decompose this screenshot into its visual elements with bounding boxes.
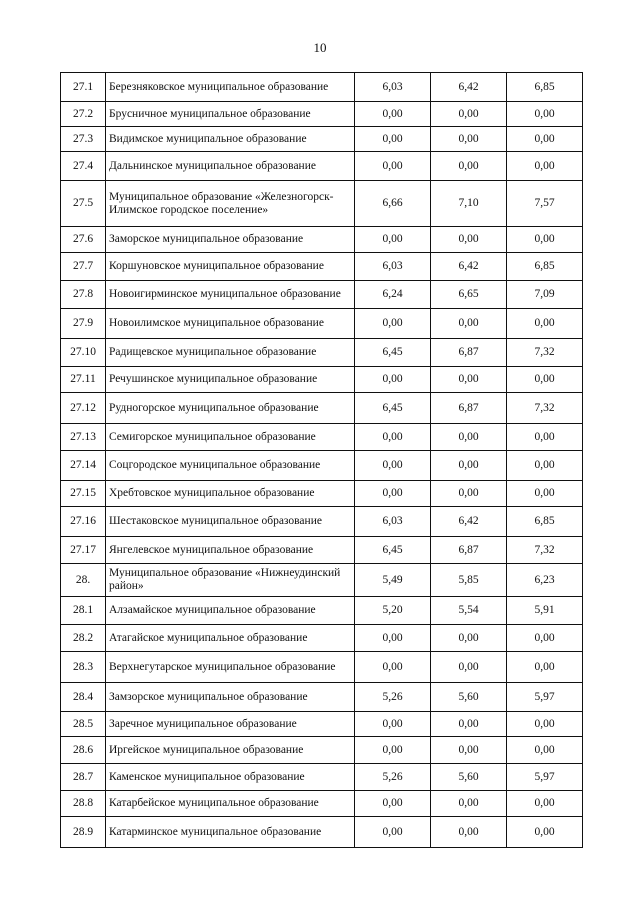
row-number-cell: 28.6 xyxy=(61,737,106,764)
value-cell-2: 6,42 xyxy=(431,507,507,537)
value-cell-3: 7,32 xyxy=(507,339,583,367)
value-cell-1: 6,03 xyxy=(355,73,431,102)
table-row xyxy=(61,481,583,507)
value-cell-3: 0,00 xyxy=(507,152,583,181)
value-cell-1: 6,45 xyxy=(355,537,431,564)
value-cell-2: 0,00 xyxy=(431,102,507,127)
table-row xyxy=(61,281,583,309)
value-cell-2: 0,00 xyxy=(431,127,507,152)
table-row xyxy=(61,73,583,102)
row-number-cell: 27.15 xyxy=(61,481,106,507)
municipality-name-cell: Видимское муниципальное образование xyxy=(106,127,355,152)
table-row xyxy=(61,791,583,817)
value-cell-2: 0,00 xyxy=(431,817,507,848)
table-row xyxy=(61,537,583,564)
budget-table xyxy=(60,72,583,848)
table-row xyxy=(61,564,583,597)
municipality-name-cell: Березняковское муниципальное образование xyxy=(106,73,355,102)
value-cell-1: 0,00 xyxy=(355,309,431,339)
value-cell-3: 0,00 xyxy=(507,625,583,652)
row-number-cell: 28.4 xyxy=(61,683,106,712)
table-row xyxy=(61,817,583,848)
value-cell-1: 0,00 xyxy=(355,451,431,481)
table-row xyxy=(61,597,583,625)
row-number-cell: 27.8 xyxy=(61,281,106,309)
value-cell-3: 0,00 xyxy=(507,367,583,393)
value-cell-3: 6,85 xyxy=(507,253,583,281)
municipality-name-cell: Заречное муниципальное образование xyxy=(106,712,355,737)
municipality-name-cell: Речушинское муниципальное образование xyxy=(106,367,355,393)
table-row xyxy=(61,737,583,764)
value-cell-3: 7,32 xyxy=(507,537,583,564)
value-cell-1: 0,00 xyxy=(355,712,431,737)
value-cell-1: 0,00 xyxy=(355,481,431,507)
municipality-name-cell: Хребтовское муниципальное образование xyxy=(106,481,355,507)
page-number: 10 xyxy=(313,40,327,55)
value-cell-2: 0,00 xyxy=(431,737,507,764)
value-cell-3: 7,09 xyxy=(507,281,583,309)
table-row xyxy=(61,424,583,451)
value-cell-2: 5,54 xyxy=(431,597,507,625)
value-cell-1: 6,03 xyxy=(355,507,431,537)
value-cell-3: 0,00 xyxy=(507,791,583,817)
row-number-cell: 27.5 xyxy=(61,181,106,227)
value-cell-2: 5,60 xyxy=(431,683,507,712)
value-cell-3: 5,97 xyxy=(507,764,583,791)
value-cell-2: 0,00 xyxy=(431,625,507,652)
value-cell-2: 0,00 xyxy=(431,481,507,507)
value-cell-2: 0,00 xyxy=(431,309,507,339)
value-cell-1: 0,00 xyxy=(355,367,431,393)
value-cell-3: 0,00 xyxy=(507,451,583,481)
value-cell-1: 0,00 xyxy=(355,127,431,152)
value-cell-3: 0,00 xyxy=(507,127,583,152)
row-number-cell: 27.13 xyxy=(61,424,106,451)
row-number-cell: 27.7 xyxy=(61,253,106,281)
row-number-cell: 28.7 xyxy=(61,764,106,791)
municipality-name-cell: Рудногорское муниципальное образование xyxy=(106,393,355,424)
row-number-cell: 28.5 xyxy=(61,712,106,737)
row-number-cell: 27.9 xyxy=(61,309,106,339)
row-number-cell: 28.1 xyxy=(61,597,106,625)
table-body xyxy=(61,73,583,848)
municipality-name-cell: Новоигирминское муниципальное образование xyxy=(106,281,355,309)
row-number-cell: 27.16 xyxy=(61,507,106,537)
row-number-cell: 27.10 xyxy=(61,339,106,367)
table-row xyxy=(61,712,583,737)
value-cell-2: 5,60 xyxy=(431,764,507,791)
table-row xyxy=(61,181,583,227)
row-number-cell: 27.12 xyxy=(61,393,106,424)
value-cell-1: 0,00 xyxy=(355,424,431,451)
value-cell-2: 6,42 xyxy=(431,73,507,102)
municipality-name-cell: Коршуновское муниципальное образование xyxy=(106,253,355,281)
table-row xyxy=(61,367,583,393)
municipality-name-cell: Катарбейское муниципальное образование xyxy=(106,791,355,817)
municipality-name-cell: Муниципальное образование «Железногорск-Илимское городское поселение» xyxy=(106,181,355,227)
municipality-name-cell: Янгелевское муниципальное образование xyxy=(106,537,355,564)
value-cell-2: 0,00 xyxy=(431,652,507,683)
municipality-name-cell: Заморское муниципальное образование xyxy=(106,227,355,253)
value-cell-3: 0,00 xyxy=(507,227,583,253)
value-cell-1: 5,20 xyxy=(355,597,431,625)
value-cell-2: 6,42 xyxy=(431,253,507,281)
municipality-name-cell: Атагайское муниципальное образование xyxy=(106,625,355,652)
municipality-name-cell: Каменское муниципальное образование xyxy=(106,764,355,791)
municipality-name-cell: Соцгородское муниципальное образование xyxy=(106,451,355,481)
municipality-name-cell: Брусничное муниципальное образование xyxy=(106,102,355,127)
value-cell-1: 0,00 xyxy=(355,652,431,683)
value-cell-1: 0,00 xyxy=(355,102,431,127)
value-cell-3: 0,00 xyxy=(507,424,583,451)
value-cell-3: 0,00 xyxy=(507,712,583,737)
value-cell-3: 6,23 xyxy=(507,564,583,597)
value-cell-1: 0,00 xyxy=(355,791,431,817)
municipality-name-cell: Иргейское муниципальное образование xyxy=(106,737,355,764)
value-cell-3: 7,57 xyxy=(507,181,583,227)
table-row xyxy=(61,507,583,537)
municipality-name-cell: Катарминское муниципальное образование xyxy=(106,817,355,848)
row-number-cell: 27.2 xyxy=(61,102,106,127)
row-number-cell: 28.8 xyxy=(61,791,106,817)
table-row xyxy=(61,652,583,683)
row-number-cell: 28.9 xyxy=(61,817,106,848)
table-row xyxy=(61,152,583,181)
municipality-name-cell: Муниципальное образование «Нижнеудинский район» xyxy=(106,564,355,597)
row-number-cell: 28.3 xyxy=(61,652,106,683)
municipality-name-cell: Замзорское муниципальное образование xyxy=(106,683,355,712)
value-cell-2: 0,00 xyxy=(431,451,507,481)
value-cell-3: 0,00 xyxy=(507,652,583,683)
table-row xyxy=(61,227,583,253)
value-cell-3: 0,00 xyxy=(507,102,583,127)
value-cell-2: 5,85 xyxy=(431,564,507,597)
municipality-name-cell: Верхнегутарское муниципальное образование xyxy=(106,652,355,683)
value-cell-3: 6,85 xyxy=(507,73,583,102)
row-number-cell: 27.17 xyxy=(61,537,106,564)
value-cell-1: 0,00 xyxy=(355,625,431,652)
value-cell-2: 6,87 xyxy=(431,393,507,424)
table-row xyxy=(61,764,583,791)
value-cell-3: 5,91 xyxy=(507,597,583,625)
municipality-name-cell: Шестаковское муниципальное образование xyxy=(106,507,355,537)
table-row xyxy=(61,102,583,127)
row-number-cell: 27.4 xyxy=(61,152,106,181)
value-cell-2: 7,10 xyxy=(431,181,507,227)
value-cell-1: 5,49 xyxy=(355,564,431,597)
value-cell-2: 6,87 xyxy=(431,339,507,367)
municipality-name-cell: Новоилимское муниципальное образование xyxy=(106,309,355,339)
value-cell-3: 0,00 xyxy=(507,481,583,507)
value-cell-3: 0,00 xyxy=(507,817,583,848)
row-number-cell: 28.2 xyxy=(61,625,106,652)
value-cell-2: 0,00 xyxy=(431,712,507,737)
row-number-cell: 27.6 xyxy=(61,227,106,253)
municipality-name-cell: Алзамайское муниципальное образование xyxy=(106,597,355,625)
value-cell-1: 6,45 xyxy=(355,393,431,424)
value-cell-2: 0,00 xyxy=(431,424,507,451)
value-cell-2: 0,00 xyxy=(431,367,507,393)
value-cell-3: 5,97 xyxy=(507,683,583,712)
value-cell-1: 6,66 xyxy=(355,181,431,227)
table-row xyxy=(61,625,583,652)
value-cell-2: 6,87 xyxy=(431,537,507,564)
row-number-cell: 27.14 xyxy=(61,451,106,481)
value-cell-1: 5,26 xyxy=(355,764,431,791)
value-cell-1: 6,24 xyxy=(355,281,431,309)
municipality-name-cell: Дальнинское муниципальное образование xyxy=(106,152,355,181)
value-cell-1: 6,45 xyxy=(355,339,431,367)
value-cell-3: 6,85 xyxy=(507,507,583,537)
table-row xyxy=(61,253,583,281)
value-cell-1: 0,00 xyxy=(355,152,431,181)
row-number-cell: 27.11 xyxy=(61,367,106,393)
value-cell-1: 0,00 xyxy=(355,817,431,848)
value-cell-2: 6,65 xyxy=(431,281,507,309)
value-cell-1: 0,00 xyxy=(355,227,431,253)
value-cell-1: 0,00 xyxy=(355,737,431,764)
value-cell-3: 0,00 xyxy=(507,737,583,764)
value-cell-1: 6,03 xyxy=(355,253,431,281)
table-row xyxy=(61,339,583,367)
municipality-name-cell: Радищевское муниципальное образование xyxy=(106,339,355,367)
table-row xyxy=(61,309,583,339)
value-cell-3: 7,32 xyxy=(507,393,583,424)
value-cell-2: 0,00 xyxy=(431,227,507,253)
row-number-cell: 28. xyxy=(61,564,106,597)
value-cell-2: 0,00 xyxy=(431,152,507,181)
table-row xyxy=(61,683,583,712)
value-cell-3: 0,00 xyxy=(507,309,583,339)
row-number-cell: 27.3 xyxy=(61,127,106,152)
value-cell-2: 0,00 xyxy=(431,791,507,817)
municipality-name-cell: Семигорское муниципальное образование xyxy=(106,424,355,451)
table-row xyxy=(61,451,583,481)
value-cell-1: 5,26 xyxy=(355,683,431,712)
row-number-cell: 27.1 xyxy=(61,73,106,102)
table-row xyxy=(61,393,583,424)
table-row xyxy=(61,127,583,152)
